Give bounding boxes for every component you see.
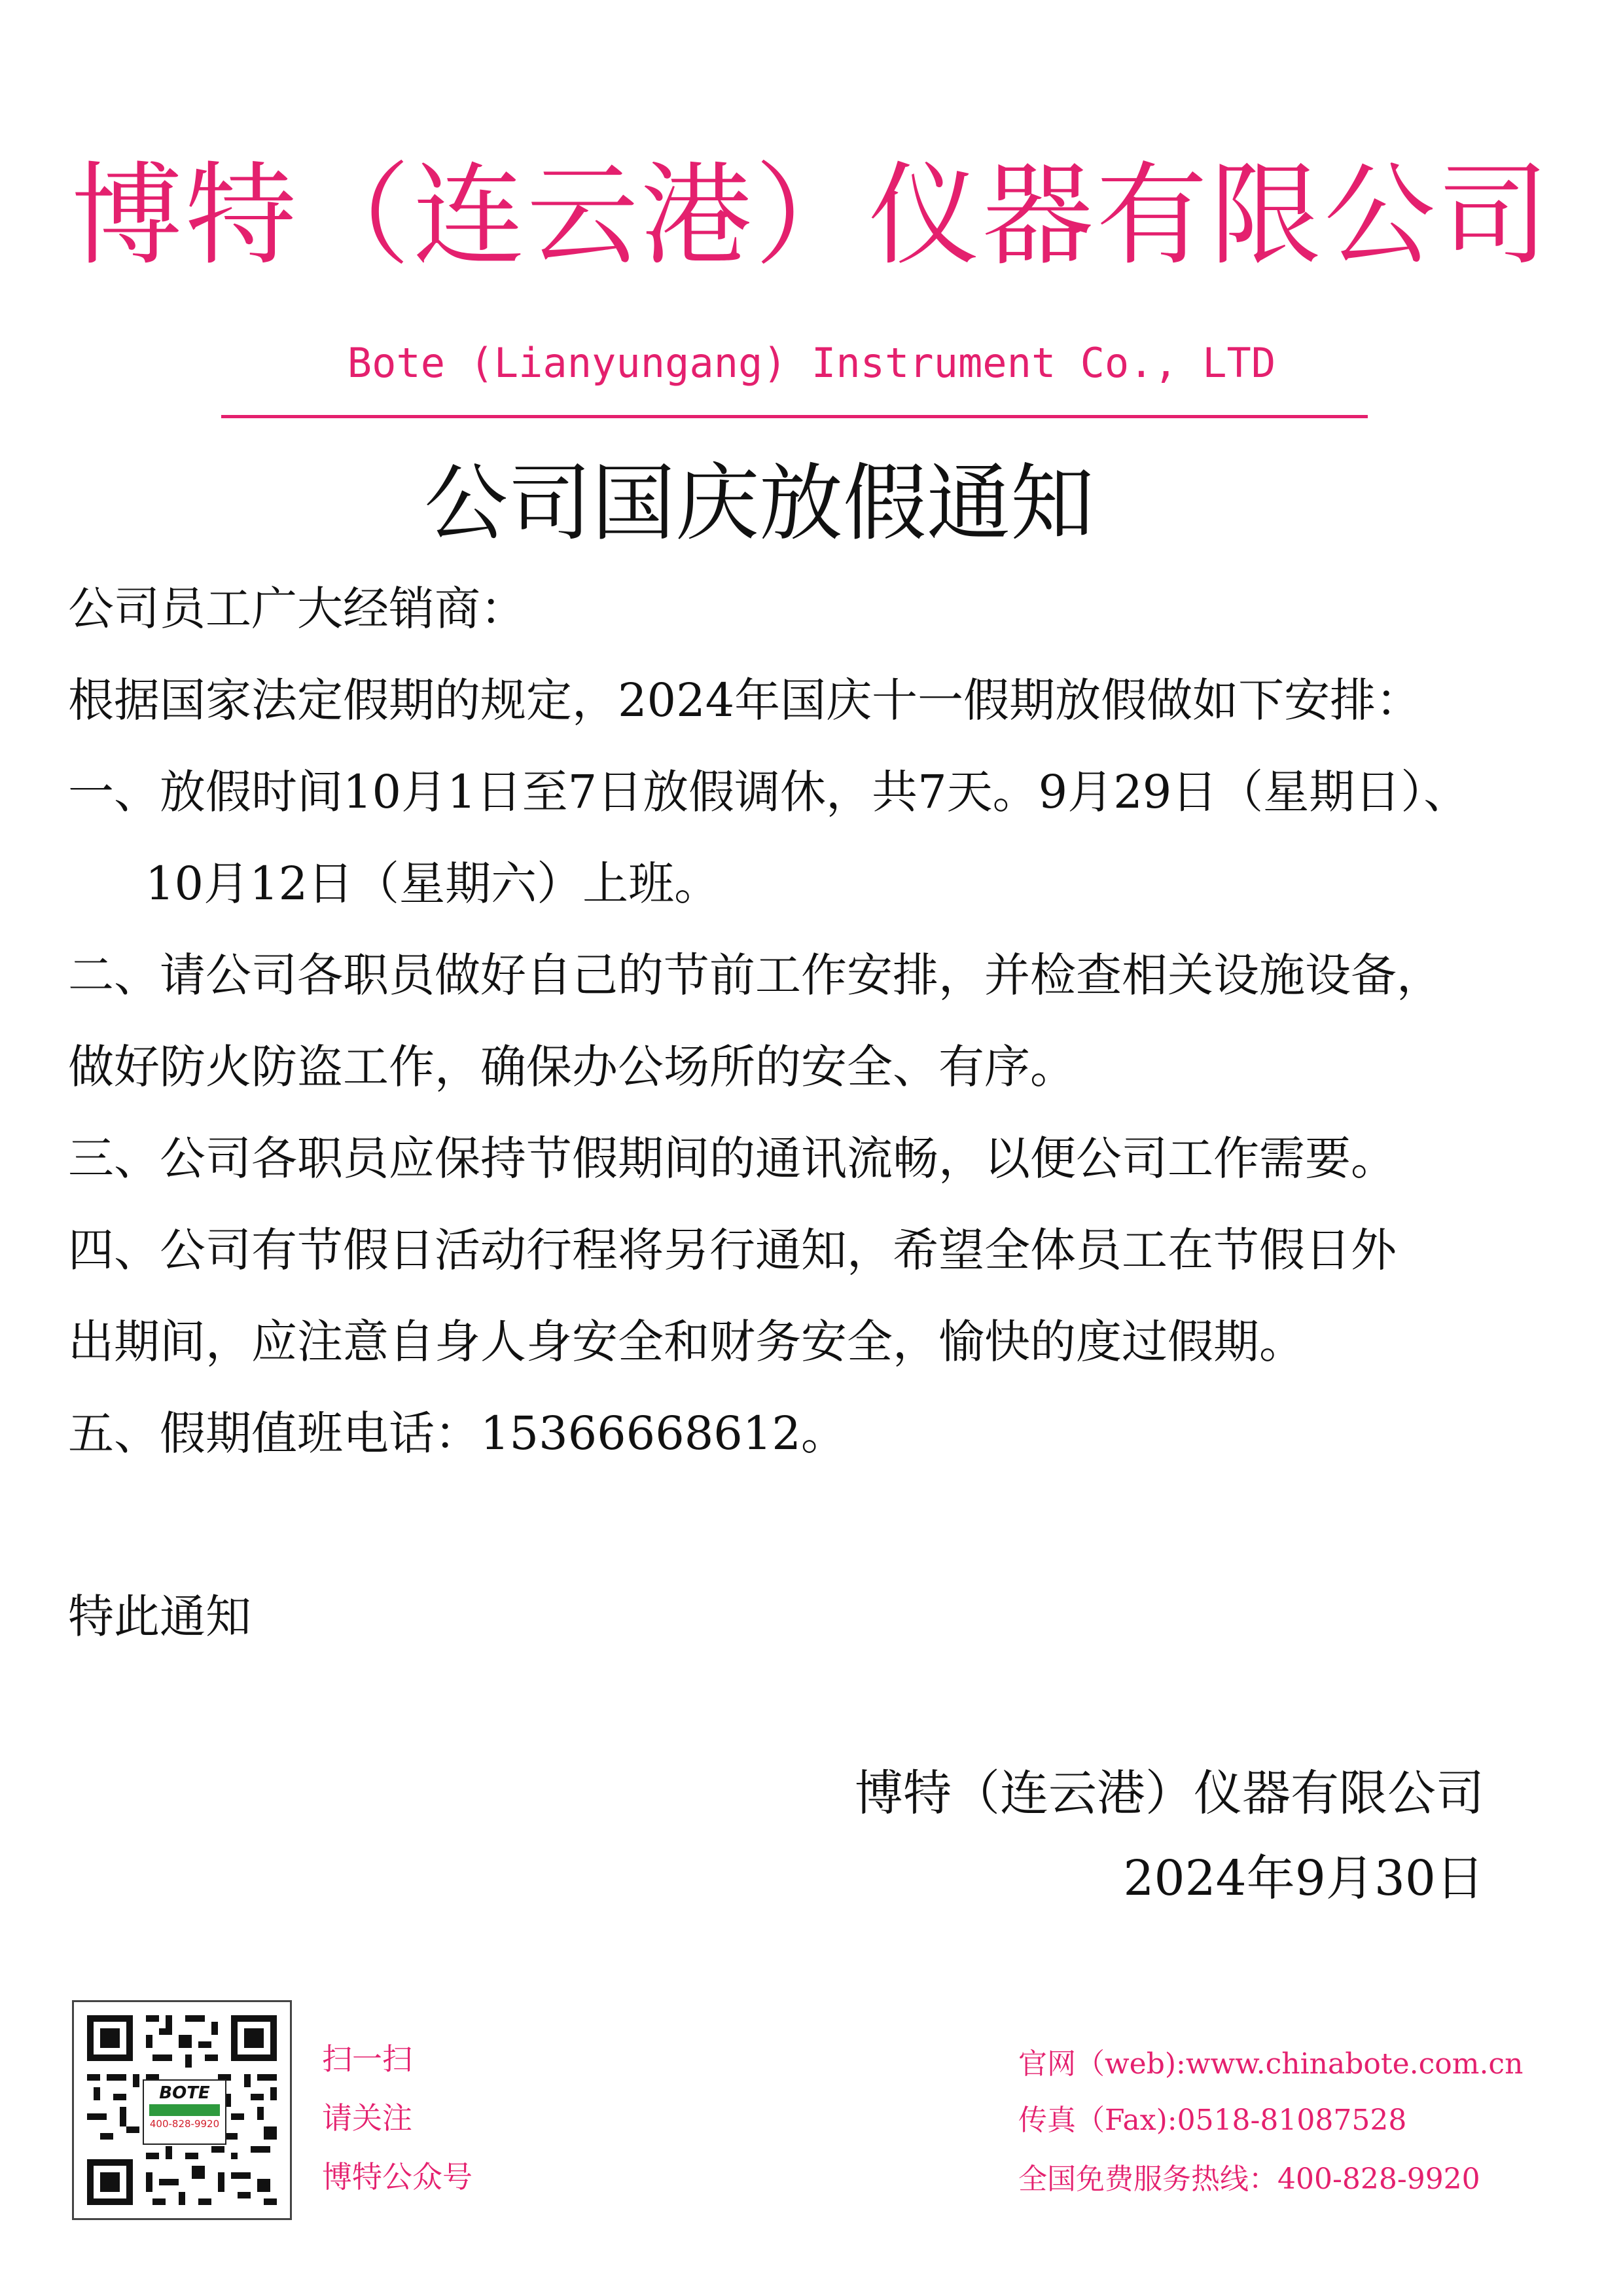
footer-website: 官网（web):www.chinabote.com.cn: [1018, 2047, 1524, 2081]
item-1-line-2: 10月12日（星期六）上班。: [145, 857, 721, 910]
qr-logo-brand: BOTE: [159, 2083, 210, 2103]
signature-date: 2024年9月30日: [1123, 1850, 1484, 1907]
item-1-line-1: 一、放假时间10月1日至7日放假调休，共7天。9月29日（星期日）、: [68, 765, 1470, 819]
item-5: 五、假期值班电话：15366668612。: [68, 1407, 847, 1460]
item-3: 三、公司各职员应保持节假期间的通讯流畅，以便公司工作需要。: [68, 1132, 1397, 1185]
signature-company: 博特（连云港）仪器有限公司: [855, 1765, 1484, 1821]
qr-logo-bar: [149, 2104, 220, 2116]
item-4-line-1: 四、公司有节假日活动行程将另行通知，希望全体员工在节假日外: [68, 1223, 1397, 1277]
notice-title: 公司国庆放假通知: [423, 455, 1094, 552]
company-name-en: Bote (Lianyungang) Instrument Co., LTD: [347, 339, 1276, 387]
item-2-line-2: 做好防火防盗工作，确保办公场所的安全、有序。: [68, 1040, 1076, 1094]
qr-code: [72, 2000, 292, 2220]
item-4-line-2: 出期间，应注意自身人身安全和财务安全，愉快的度过假期。: [68, 1315, 1305, 1369]
qr-logo-phone: 400-828-9920: [149, 2118, 220, 2130]
header-divider: [221, 415, 1368, 418]
scan-text-line-1: 扫一扫: [322, 2041, 412, 2077]
closing-text: 特此通知: [68, 1590, 251, 1643]
footer-hotline: 全国免费服务热线：400-828-9920: [1018, 2162, 1480, 2196]
footer-fax: 传真（Fax):0518-81087528: [1018, 2104, 1407, 2137]
company-name-cn: 博特（连云港）仪器有限公司: [71, 151, 1552, 281]
qr-center-logo: [143, 2079, 226, 2145]
scan-text-line-3: 博特公众号: [322, 2159, 473, 2195]
scan-text-line-2: 请关注: [322, 2100, 412, 2136]
salutation: 公司员工广大经销商：: [68, 582, 526, 636]
item-2-line-1: 二、请公司各职员做好自己的节前工作安排，并检查相关设施设备，: [68, 948, 1442, 1002]
intro-paragraph: 根据国家法定假期的规定，2024年国庆十一假期放假做如下安排：: [68, 673, 1422, 727]
